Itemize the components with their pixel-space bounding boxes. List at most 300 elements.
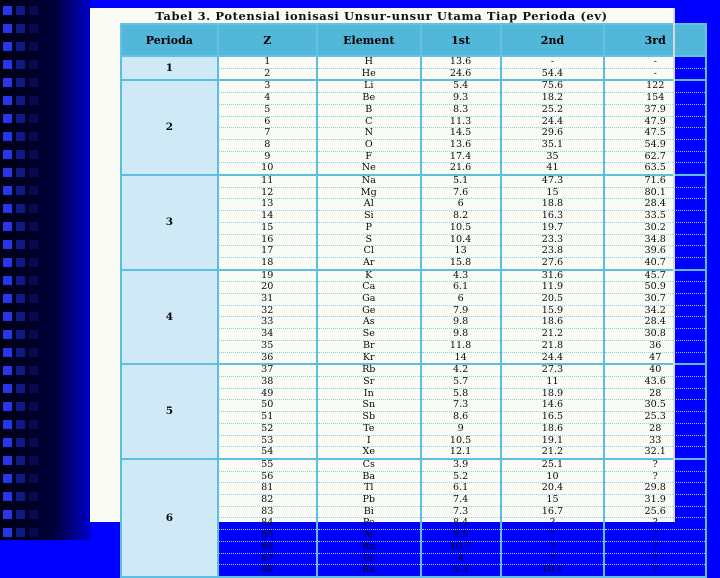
ie3-cell: 33 bbox=[604, 435, 706, 447]
ie3-cell: - bbox=[604, 56, 706, 68]
period-cell: 4 bbox=[121, 270, 218, 365]
decorative-square bbox=[16, 366, 25, 375]
ie3-cell: 40.7 bbox=[604, 257, 706, 269]
decorative-square bbox=[16, 258, 25, 267]
ie1-cell: 6 bbox=[421, 199, 501, 211]
ie1-cell: 11.3 bbox=[421, 116, 501, 128]
ie2-cell: 18.6 bbox=[501, 317, 605, 329]
z-cell: 55 bbox=[218, 459, 317, 471]
decorative-square bbox=[16, 492, 25, 501]
ie1-cell: 10.5 bbox=[421, 435, 501, 447]
ie1-cell: 10.5 bbox=[421, 222, 501, 234]
decorative-square bbox=[29, 132, 38, 141]
ie3-cell: 71.6 bbox=[604, 175, 706, 187]
ie3-cell: 30.2 bbox=[604, 222, 706, 234]
element-cell: Al bbox=[317, 199, 421, 211]
decorative-square bbox=[3, 474, 12, 483]
ie3-cell: ? bbox=[604, 553, 706, 565]
ie2-cell: 15.9 bbox=[501, 305, 605, 317]
ie1-cell: 14.5 bbox=[421, 128, 501, 140]
decorative-square bbox=[16, 222, 25, 231]
ie1-cell: 7.6 bbox=[421, 187, 501, 199]
ie3-cell: 47.9 bbox=[604, 116, 706, 128]
ie1-cell: 7.3 bbox=[421, 400, 501, 412]
z-cell: 20 bbox=[218, 282, 317, 294]
decorative-square bbox=[29, 240, 38, 249]
ie1-cell: 6 bbox=[421, 294, 501, 306]
ie2-cell: 16.3 bbox=[501, 211, 605, 223]
decorative-square bbox=[3, 6, 12, 15]
decorative-square bbox=[3, 78, 12, 87]
element-cell: Se bbox=[317, 329, 421, 341]
ie3-cell: 47.5 bbox=[604, 128, 706, 140]
z-cell: 5 bbox=[218, 104, 317, 116]
decorative-square bbox=[29, 6, 38, 15]
ie2-cell: 54.4 bbox=[501, 68, 605, 80]
element-cell: Mg bbox=[317, 187, 421, 199]
table-row bbox=[121, 270, 706, 282]
element-cell: Sr bbox=[317, 376, 421, 388]
table-row bbox=[121, 80, 706, 92]
z-cell: 86 bbox=[218, 541, 317, 553]
decorative-square bbox=[29, 492, 38, 501]
decorative-square bbox=[3, 420, 12, 429]
period-cell: 5 bbox=[121, 364, 218, 459]
z-cell: 10 bbox=[218, 163, 317, 175]
element-cell: As bbox=[317, 317, 421, 329]
z-cell: 12 bbox=[218, 187, 317, 199]
element-cell: F bbox=[317, 151, 421, 163]
ie3-cell: 63.5 bbox=[604, 163, 706, 175]
decorative-square bbox=[3, 312, 12, 321]
ie3-cell: ? bbox=[604, 459, 706, 471]
ie2-cell: 15 bbox=[501, 187, 605, 199]
element-cell: Si bbox=[317, 211, 421, 223]
z-cell: 83 bbox=[218, 506, 317, 518]
decorative-square bbox=[29, 384, 38, 393]
ie3-cell: 40 bbox=[604, 364, 706, 376]
element-cell: O bbox=[317, 139, 421, 151]
decorative-square bbox=[29, 276, 38, 285]
scanned-document bbox=[90, 8, 673, 576]
decorative-square bbox=[29, 474, 38, 483]
ie3-cell: ? bbox=[604, 565, 706, 577]
ie3-cell: - bbox=[604, 68, 706, 80]
decorative-square bbox=[29, 312, 38, 321]
decorative-square bbox=[3, 240, 12, 249]
element-cell: Ca bbox=[317, 282, 421, 294]
ie2-cell: 10 bbox=[501, 471, 605, 483]
decorative-square bbox=[16, 24, 25, 33]
element-cell: P bbox=[317, 222, 421, 234]
decorative-square bbox=[3, 24, 12, 33]
ie1-cell: 5.4 bbox=[421, 80, 501, 92]
ie3-cell: 28 bbox=[604, 423, 706, 435]
z-cell: 34 bbox=[218, 329, 317, 341]
ie3-cell: 28.4 bbox=[604, 317, 706, 329]
ie1-cell: 9.3 bbox=[421, 93, 501, 105]
decorative-square bbox=[3, 114, 12, 123]
header-3rd: 3rd bbox=[604, 24, 706, 56]
decorative-square bbox=[16, 402, 25, 411]
element-cell: Ge bbox=[317, 305, 421, 317]
ie3-cell: 39.6 bbox=[604, 246, 706, 258]
z-cell: 88 bbox=[218, 565, 317, 577]
ie3-cell: 30.5 bbox=[604, 400, 706, 412]
element-cell: At bbox=[317, 530, 421, 542]
ie2-cell: 47.3 bbox=[501, 175, 605, 187]
decorative-square bbox=[3, 528, 12, 537]
ie3-cell: 30.7 bbox=[604, 294, 706, 306]
element-cell: Fr bbox=[317, 553, 421, 565]
decorative-square bbox=[3, 492, 12, 501]
ie3-cell: 47 bbox=[604, 352, 706, 364]
ie1-cell: 13 bbox=[421, 246, 501, 258]
ie2-cell: 10.1 bbox=[501, 565, 605, 577]
decorative-square bbox=[29, 186, 38, 195]
ie2-cell: 20.5 bbox=[501, 294, 605, 306]
z-cell: 50 bbox=[218, 400, 317, 412]
ie1-cell: 6.1 bbox=[421, 282, 501, 294]
element-cell: Na bbox=[317, 175, 421, 187]
table-body bbox=[121, 56, 706, 577]
decorative-square bbox=[29, 528, 38, 537]
z-cell: 35 bbox=[218, 340, 317, 352]
ie2-cell: 19.7 bbox=[501, 222, 605, 234]
decorative-square bbox=[29, 348, 38, 357]
z-cell: 52 bbox=[218, 423, 317, 435]
ie1-cell: 13.6 bbox=[421, 139, 501, 151]
ie3-cell: 28 bbox=[604, 388, 706, 400]
z-cell: 33 bbox=[218, 317, 317, 329]
z-cell: 15 bbox=[218, 222, 317, 234]
decorative-square bbox=[16, 42, 25, 51]
ie3-cell: ? bbox=[604, 530, 706, 542]
ie1-cell: 4.3 bbox=[421, 270, 501, 282]
slide-left-decoration bbox=[0, 0, 90, 540]
ie1-cell: 5.3 bbox=[421, 565, 501, 577]
z-cell: 53 bbox=[218, 435, 317, 447]
element-cell: Sn bbox=[317, 400, 421, 412]
decorative-square bbox=[3, 456, 12, 465]
period-cell: 1 bbox=[121, 56, 218, 80]
ie3-cell: 62.7 bbox=[604, 151, 706, 163]
ie2-cell: 29.6 bbox=[501, 128, 605, 140]
decorative-square bbox=[16, 348, 25, 357]
element-cell: Kr bbox=[317, 352, 421, 364]
decorative-square bbox=[16, 60, 25, 69]
ie2-cell: 25.2 bbox=[501, 104, 605, 116]
ie1-cell: 9.8 bbox=[421, 317, 501, 329]
ie3-cell: 45.7 bbox=[604, 270, 706, 282]
element-cell: Ar bbox=[317, 257, 421, 269]
decorative-square bbox=[16, 474, 25, 483]
decorative-square bbox=[16, 150, 25, 159]
element-cell: Ne bbox=[317, 163, 421, 175]
ie1-cell: 5.2 bbox=[421, 471, 501, 483]
ie2-cell: - bbox=[501, 56, 605, 68]
decorative-square bbox=[16, 456, 25, 465]
decorative-square bbox=[16, 96, 25, 105]
decorative-square bbox=[3, 168, 12, 177]
z-cell: 18 bbox=[218, 257, 317, 269]
ie2-cell: 75.6 bbox=[501, 80, 605, 92]
decorative-square bbox=[16, 276, 25, 285]
z-cell: 2 bbox=[218, 68, 317, 80]
header-1st: 1st bbox=[421, 24, 501, 56]
element-cell: K bbox=[317, 270, 421, 282]
decorative-square bbox=[3, 60, 12, 69]
table-row bbox=[121, 56, 706, 68]
decorative-square bbox=[3, 276, 12, 285]
ie1-cell: 7.4 bbox=[421, 495, 501, 507]
ie3-cell: 28.4 bbox=[604, 199, 706, 211]
decorative-square bbox=[3, 510, 12, 519]
z-cell: 4 bbox=[218, 93, 317, 105]
decorative-square bbox=[16, 132, 25, 141]
z-cell: 13 bbox=[218, 199, 317, 211]
ie2-cell: 18.9 bbox=[501, 388, 605, 400]
z-cell: 84 bbox=[218, 518, 317, 530]
decorative-square bbox=[3, 366, 12, 375]
z-cell: 6 bbox=[218, 116, 317, 128]
ie1-cell: 7.9 bbox=[421, 305, 501, 317]
element-cell: I bbox=[317, 435, 421, 447]
ie2-cell: 35 bbox=[501, 151, 605, 163]
decorative-square bbox=[3, 330, 12, 339]
ie1-cell: 9.5 bbox=[421, 530, 501, 542]
ie2-cell: ? bbox=[501, 518, 605, 530]
element-cell: B bbox=[317, 104, 421, 116]
decorative-square bbox=[16, 240, 25, 249]
z-cell: 9 bbox=[218, 151, 317, 163]
ie1-cell: 6.1 bbox=[421, 483, 501, 495]
decorative-square bbox=[29, 420, 38, 429]
z-cell: 82 bbox=[218, 495, 317, 507]
z-cell: 8 bbox=[218, 139, 317, 151]
ie3-cell: 32.1 bbox=[604, 447, 706, 459]
ie3-cell: 25.3 bbox=[604, 412, 706, 424]
z-cell: 87 bbox=[218, 553, 317, 565]
decorative-square bbox=[29, 330, 38, 339]
z-cell: 17 bbox=[218, 246, 317, 258]
element-cell: Tl bbox=[317, 483, 421, 495]
ie1-cell: 4 bbox=[421, 553, 501, 565]
ie2-cell: ? bbox=[501, 541, 605, 553]
element-cell: Te bbox=[317, 423, 421, 435]
z-cell: 7 bbox=[218, 128, 317, 140]
ie1-cell: 15.8 bbox=[421, 257, 501, 269]
ie2-cell: 27.6 bbox=[501, 257, 605, 269]
ie3-cell: 30.8 bbox=[604, 329, 706, 341]
z-cell: 31 bbox=[218, 294, 317, 306]
period-cell: 3 bbox=[121, 175, 218, 270]
element-cell: Sb bbox=[317, 412, 421, 424]
ie2-cell: 24.4 bbox=[501, 352, 605, 364]
ie2-cell: 16.5 bbox=[501, 412, 605, 424]
decorative-square bbox=[16, 420, 25, 429]
ie2-cell: 11.9 bbox=[501, 282, 605, 294]
decorative-square bbox=[3, 132, 12, 141]
decorative-square bbox=[29, 96, 38, 105]
element-cell: Rn bbox=[317, 541, 421, 553]
ie2-cell: 21.2 bbox=[501, 447, 605, 459]
z-cell: 1 bbox=[218, 56, 317, 68]
decorative-square bbox=[16, 384, 25, 393]
decorative-square bbox=[16, 510, 25, 519]
ionization-table bbox=[120, 23, 707, 578]
ie1-cell: 4.2 bbox=[421, 364, 501, 376]
decorative-square bbox=[16, 330, 25, 339]
table-row bbox=[121, 459, 706, 471]
ie2-cell: 21.8 bbox=[501, 340, 605, 352]
z-cell: 49 bbox=[218, 388, 317, 400]
decorative-square bbox=[3, 222, 12, 231]
table-header-row bbox=[121, 24, 706, 56]
z-cell: 54 bbox=[218, 447, 317, 459]
ie2-cell: 16.7 bbox=[501, 506, 605, 518]
header-z: Z bbox=[218, 24, 317, 56]
z-cell: 3 bbox=[218, 80, 317, 92]
decorative-square bbox=[29, 294, 38, 303]
ie3-cell: 34.8 bbox=[604, 234, 706, 246]
decorative-square bbox=[3, 438, 12, 447]
header-perioda: Perioda bbox=[121, 24, 218, 56]
ie1-cell: 3.9 bbox=[421, 459, 501, 471]
decorative-square bbox=[16, 168, 25, 177]
element-cell: Rb bbox=[317, 364, 421, 376]
ie1-cell: 5.1 bbox=[421, 175, 501, 187]
ie3-cell: 33.5 bbox=[604, 211, 706, 223]
ie1-cell: 12.1 bbox=[421, 447, 501, 459]
decorative-square bbox=[3, 258, 12, 267]
ie3-cell: 122 bbox=[604, 80, 706, 92]
decorative-square bbox=[29, 402, 38, 411]
ie2-cell: ? bbox=[501, 530, 605, 542]
decorative-square bbox=[3, 348, 12, 357]
z-cell: 19 bbox=[218, 270, 317, 282]
ie3-cell: 37.9 bbox=[604, 104, 706, 116]
ie3-cell: 31.9 bbox=[604, 495, 706, 507]
ie3-cell: 25.6 bbox=[604, 506, 706, 518]
ie2-cell: 20.4 bbox=[501, 483, 605, 495]
decorative-square bbox=[29, 222, 38, 231]
decorative-square bbox=[29, 150, 38, 159]
decorative-square bbox=[16, 6, 25, 15]
decorative-square bbox=[16, 312, 25, 321]
ie2-cell: 35.1 bbox=[501, 139, 605, 151]
z-cell: 81 bbox=[218, 483, 317, 495]
ie1-cell: 7.3 bbox=[421, 506, 501, 518]
ie2-cell: 11 bbox=[501, 376, 605, 388]
ie2-cell: 27.3 bbox=[501, 364, 605, 376]
decorative-square bbox=[16, 438, 25, 447]
ie1-cell: 9.8 bbox=[421, 329, 501, 341]
decorative-square bbox=[16, 204, 25, 213]
decorative-square bbox=[16, 528, 25, 537]
element-cell: Xe bbox=[317, 447, 421, 459]
element-cell: Be bbox=[317, 93, 421, 105]
page-edge bbox=[673, 8, 675, 522]
ie1-cell: 10.4 bbox=[421, 234, 501, 246]
decorative-square bbox=[29, 78, 38, 87]
element-cell: Cl bbox=[317, 246, 421, 258]
element-cell: Po bbox=[317, 518, 421, 530]
element-cell: Bi bbox=[317, 506, 421, 518]
decorative-square bbox=[3, 204, 12, 213]
z-cell: 85 bbox=[218, 530, 317, 542]
table-row bbox=[121, 364, 706, 376]
z-cell: 16 bbox=[218, 234, 317, 246]
ie1-cell: 5.8 bbox=[421, 388, 501, 400]
decorative-square bbox=[29, 258, 38, 267]
decorative-square bbox=[29, 168, 38, 177]
ie3-cell: 29.8 bbox=[604, 483, 706, 495]
ie2-cell: 21.2 bbox=[501, 329, 605, 341]
decorative-square bbox=[3, 294, 12, 303]
ie2-cell: 19.1 bbox=[501, 435, 605, 447]
ie1-cell: 10.7 bbox=[421, 541, 501, 553]
element-cell: Pb bbox=[317, 495, 421, 507]
ie1-cell: 17.4 bbox=[421, 151, 501, 163]
decorative-square bbox=[3, 150, 12, 159]
table-title: Tabel 3. Potensial ionisasi Unsur-unsur Utama Tiap Perioda (ev) bbox=[155, 9, 608, 23]
decorative-square bbox=[29, 114, 38, 123]
element-cell: Ba bbox=[317, 471, 421, 483]
z-cell: 56 bbox=[218, 471, 317, 483]
header-2nd: 2nd bbox=[501, 24, 605, 56]
decorative-square bbox=[3, 384, 12, 393]
z-cell: 36 bbox=[218, 352, 317, 364]
period-cell: 2 bbox=[121, 80, 218, 175]
table-row bbox=[121, 175, 706, 187]
ie3-cell: 50.9 bbox=[604, 282, 706, 294]
ie3-cell: 34.2 bbox=[604, 305, 706, 317]
ie2-cell: 15 bbox=[501, 495, 605, 507]
ie1-cell: 13.6 bbox=[421, 56, 501, 68]
ie2-cell: 18.6 bbox=[501, 423, 605, 435]
decorative-square bbox=[3, 96, 12, 105]
ie3-cell: 43.6 bbox=[604, 376, 706, 388]
decorative-square bbox=[3, 186, 12, 195]
header-element: Element bbox=[317, 24, 421, 56]
ie3-cell: ? bbox=[604, 541, 706, 553]
ie1-cell: 5.7 bbox=[421, 376, 501, 388]
ie2-cell: 23.8 bbox=[501, 246, 605, 258]
ie2-cell: 25.1 bbox=[501, 459, 605, 471]
z-cell: 32 bbox=[218, 305, 317, 317]
ie1-cell: 11.8 bbox=[421, 340, 501, 352]
z-cell: 37 bbox=[218, 364, 317, 376]
element-cell: Ga bbox=[317, 294, 421, 306]
z-cell: 51 bbox=[218, 412, 317, 424]
z-cell: 14 bbox=[218, 211, 317, 223]
ie1-cell: 14 bbox=[421, 352, 501, 364]
ie1-cell: 8.3 bbox=[421, 104, 501, 116]
element-cell: S bbox=[317, 234, 421, 246]
decorative-square bbox=[3, 402, 12, 411]
ie3-cell: 54.9 bbox=[604, 139, 706, 151]
ie2-cell: 14.6 bbox=[501, 400, 605, 412]
ie1-cell: 21.6 bbox=[421, 163, 501, 175]
element-cell: C bbox=[317, 116, 421, 128]
element-cell: He bbox=[317, 68, 421, 80]
decorative-square bbox=[29, 456, 38, 465]
decorative-square bbox=[29, 24, 38, 33]
z-cell: 38 bbox=[218, 376, 317, 388]
decorative-square bbox=[16, 78, 25, 87]
ie3-cell: 80.1 bbox=[604, 187, 706, 199]
